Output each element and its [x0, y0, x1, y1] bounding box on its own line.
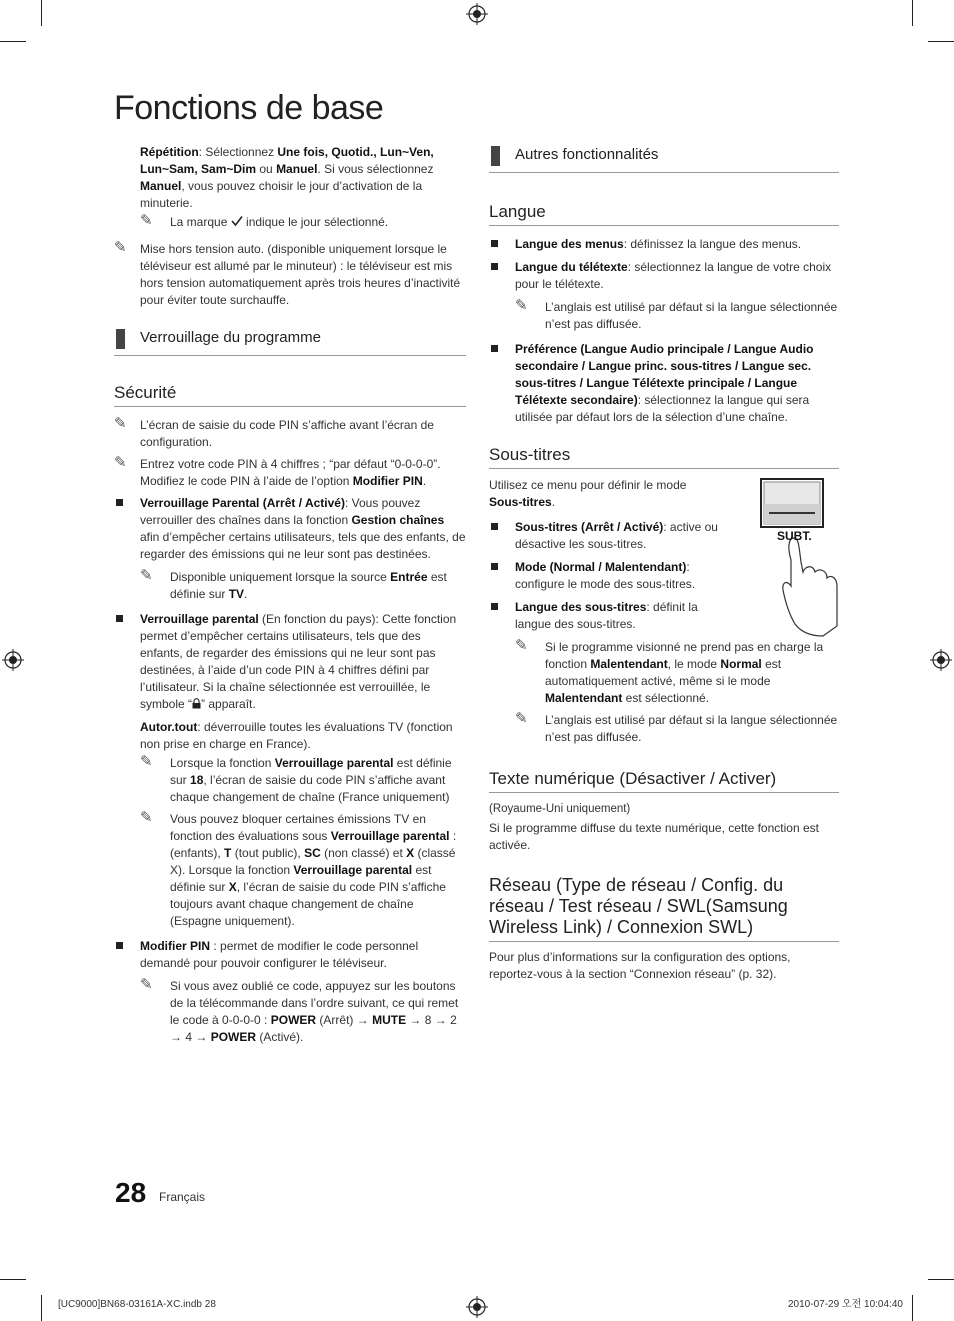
- bullet-subtitles-mode: Mode (Normal / Malentendant): configure le mode des sous-titres.: [489, 559, 721, 593]
- crop-mark: [928, 41, 954, 42]
- section-bar-icon: [116, 329, 125, 349]
- repetition-paragraph: Répétition: Sélectionnez Une fois, Quotid., Lun~Ven, Lun~Sam, Sam~Dim ou Manuel. Si vous sélectionnez Manuel, vous pouvez choisir le jour d’activation de la minuterie.: [140, 145, 434, 210]
- note-checkmark: ✎ La marque indique le jour sélectionné.: [140, 212, 389, 229]
- autor-tout-paragraph: Autor.tout: déverrouille toutes les évaluations TV (fonction non prise en charge en France).: [140, 720, 453, 751]
- pencil-note-icon: ✎: [515, 637, 528, 654]
- bullet-parental-lock: Verrouillage Parental (Arrêt / Activé): Vous pouvez verrouiller des chaînes dans la fonction Gestion chaînes afin d’empêcher certains utilisateurs, tels que des enfants, de regarder des émissions qui ne leur sont pas destinées.: [114, 495, 466, 563]
- digital-text-region: (Royaume-Uni uniquement): [489, 803, 631, 815]
- crop-mark: [0, 1279, 26, 1280]
- lock-icon: [192, 698, 201, 709]
- remote-subt-illustration: [757, 476, 843, 638]
- note-pin-enter: ✎ Entrez votre code PIN à 4 chiffres ; “par défaut “0-0-0-0”. Modifiez le code PIN à l’aide de l’option Modifier PIN.: [114, 454, 441, 488]
- subhead-other: Autres fonctionnalités: [489, 146, 839, 173]
- bullet-square-icon: [491, 523, 498, 530]
- bullet-square-icon: [116, 499, 123, 506]
- pencil-note-icon: ✎: [140, 212, 153, 229]
- remote-button-icon: [757, 476, 843, 638]
- print-slug-right: 2010-07-29 오전 10:04:40: [788, 1299, 903, 1310]
- bullet-square-icon: [116, 942, 123, 949]
- crop-mark: [928, 1279, 954, 1280]
- bullet-square-icon: [491, 603, 498, 610]
- heading-langue: Langue: [489, 202, 839, 226]
- note-rating-18: ✎ Lorsque la fonction Verrouillage parental est définie sur 18, l’écran de saisie du code PIN s’affiche avant chaque changement de chaîne (France uniquement): [140, 753, 452, 804]
- crop-mark: [912, 0, 913, 26]
- note-pin-screen: ✎ L’écran de saisie du code PIN s’affiche avant l’écran de configuration.: [114, 415, 434, 449]
- subtitle-intro: Utilisez ce menu pour définir le mode Sous-titres.: [489, 478, 687, 509]
- pencil-note-icon: ✎: [515, 297, 528, 314]
- bullet-menu-language: Langue des menus: définissez la langue des menus.: [489, 236, 839, 253]
- pencil-note-icon: ✎: [140, 753, 153, 770]
- heading-securite: Sécurité: [114, 383, 466, 407]
- crop-mark: [41, 1295, 42, 1321]
- page-number: 28: [115, 1177, 147, 1208]
- bullet-modify-pin: Modifier PIN : permet de modifier le code personnel demandé pour pouvoir configurer le téléviseur.: [114, 938, 466, 972]
- bullet-teletext-language: Langue du télétexte: sélectionnez la langue de votre choix pour le télétexte.: [489, 259, 839, 293]
- bullet-square-icon: [491, 563, 498, 570]
- crop-mark: [0, 41, 26, 42]
- crop-mark: [41, 0, 42, 26]
- section-bar-icon: [491, 146, 500, 166]
- left-column: [114, 144, 466, 1051]
- checkmark-icon: [231, 215, 243, 227]
- bullet-square-icon: [491, 345, 498, 352]
- print-slug-left: [UC9000]BN68-03161A-XC.indb 28: [58, 1299, 216, 1310]
- registration-mark-icon: [466, 3, 488, 25]
- network-description: Pour plus d’informations sur la configuration des options, reportez-vous à la section “Connexion réseau” (p. 32).: [489, 950, 791, 981]
- bullet-preference: Préférence (Langue Audio principale / Langue Audio secondaire / Langue princ. sous-titres / Langue sec. sous-titres / Langue Télétexte principale / Langue Télétexte secondaire): sélectionnez la langue qui sera utilisée par défaut lors de la sélection d’une chaîne.: [489, 341, 839, 426]
- pencil-note-icon: ✎: [515, 710, 528, 727]
- bullet-square-icon: [491, 240, 498, 247]
- pencil-note-icon: ✎: [140, 976, 153, 993]
- heading-texte-numerique: Texte numérique (Désactiver / Activer): [489, 769, 839, 793]
- subhead-lock: Verrouillage du programme: [114, 329, 466, 356]
- page-language: Français: [159, 1190, 206, 1204]
- registration-mark-icon: [466, 1296, 488, 1318]
- registration-mark-icon: [930, 649, 952, 671]
- bullet-subtitles-onoff: Sous-titres (Arrêt / Activé): active ou désactive les sous-titres.: [489, 519, 721, 553]
- crop-mark: [912, 1295, 913, 1321]
- note-forgot-pin: ✎ Si vous avez oublié ce code, appuyez sur les boutons de la télécommande dans l’ordre suivant, ce qui remet le code à 0-0-0-0 : POWER (Arrêt) → MUTE → 8 → 2 → 4 → POWER (Activé).: [140, 976, 459, 1044]
- note-hearing-impaired: ✎ Si le programme visionné ne prend pas en charge la fonction Malentendant, le mode Normal est automatiquement activé, même si le mode Malentendant est sélectionné.: [515, 637, 824, 705]
- note-rating-x: ✎ Vous pouvez bloquer certaines émissions TV en fonction des évaluations sous Verrouillage parental : (enfants), T (tout public), SC (non classé) et X (classé X). Lorsque la fonction Verrouillage parental est définie sur X, l’écran de saisie du code PIN s’affiche toujours avant chaque changement de chaîne (Espagne uniquement).: [140, 809, 457, 928]
- pencil-note-icon: ✎: [114, 454, 127, 471]
- pencil-note-icon: ✎: [114, 239, 127, 256]
- heading-sous-titres: Sous-titres: [489, 445, 839, 469]
- note-english-default-2: ✎ L’anglais est utilisé par défaut si la langue sélectionnée n’est pas diffusée.: [515, 710, 838, 744]
- page-title: Fonctions de base: [114, 89, 384, 127]
- note-english-default: ✎ L’anglais est utilisé par défaut si la langue sélectionnée n’est pas diffusée.: [515, 297, 838, 331]
- subtitle-block: [489, 477, 721, 633]
- note-auto-off: ✎ Mise hors tension auto. (disponible uniquement lorsque le téléviseur est allumé par le minuteur) : le téléviseur est mis hors tension automatiquement après trois heures d’inactivité pour éviter toute surchauffe.: [114, 239, 461, 307]
- note-source-tv: ✎ Disponible uniquement lorsque la source Entrée est définie sur TV.: [140, 567, 447, 601]
- heading-reseau: Réseau (Type de réseau / Config. du réseau / Test réseau / SWL(Samsung Wireless Link) / Connexion SWL): [489, 875, 839, 942]
- subt-label: SUBT.: [777, 529, 812, 543]
- pencil-note-icon: ✎: [140, 809, 153, 826]
- bullet-parental-country: Verrouillage parental (En fonction du pays): Cette fonction permet d’empêcher certains utilisateurs, tels que des enfants, de regarder des émissions qui ne leur sont pas destinées, à l’aide d’un code PIN à 4 chiffres défini par l’utilisateur. Si la chaîne sélectionnée est verrouillée, le symbole “ ” apparaît.: [114, 611, 466, 713]
- digital-text-description: Si le programme diffuse du texte numérique, cette fonction est activée.: [489, 821, 819, 852]
- bullet-square-icon: [116, 615, 123, 622]
- bullet-square-icon: [491, 263, 498, 270]
- pencil-note-icon: ✎: [140, 567, 153, 584]
- bullet-subtitles-language: Langue des sous-titres: définit la langue des sous-titres.: [489, 599, 721, 633]
- pencil-note-icon: ✎: [114, 415, 127, 432]
- registration-mark-icon: [2, 649, 24, 671]
